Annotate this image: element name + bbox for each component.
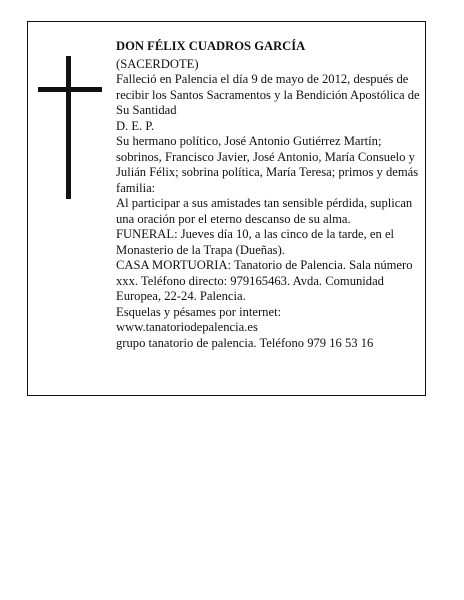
deceased-name: DON FÉLIX CUADROS GARCÍA [116,39,306,53]
prayer-request: Al participar a sus amistades tan sensible pérdida, suplican una oración por el eterno descanso de su alma. [116,196,413,226]
death-announcement: Falleció en Palencia el día 9 de mayo de 2012, después de recibir los Santos Sacramentos y la Bendición Apostólica de Su Santidad [116,72,420,117]
cross-horizontal-bar [38,87,102,92]
cross-icon [38,56,102,199]
mortuary-info: CASA MORTUORIA: Tanatorio de Palencia. Sala número xxx. Teléfono directo: 979165463. Avda. Comunidad Europea, 22-24. Palencia. [116,258,413,303]
family-list: Su hermano político, José Antonio Gutiérrez Martín; sobrinos, Francisco Javier, José Antonio, María Consuelo y Julián Félix; sobrina política, María Teresa; primos y demás familia: [116,134,419,195]
group-contact: grupo tanatorio de palencia. Teléfono 979 16 53 16 [116,335,374,350]
internet-label: Esquelas y pésames por internet: [116,304,282,319]
funeral-info: FUNERAL: Jueves día 10, a las cinco de la tarde, en el Monasterio de la Trapa (Dueñas). [116,227,395,257]
website-link[interactable]: www.tanatoriodepalencia.es [116,320,258,334]
rip-line: D. E. P. [116,118,155,133]
deceased-role: (SACERDOTE) [116,56,199,71]
notice-text [116,39,420,351]
obituary-notice [27,21,426,396]
cross-vertical-bar [66,56,71,199]
